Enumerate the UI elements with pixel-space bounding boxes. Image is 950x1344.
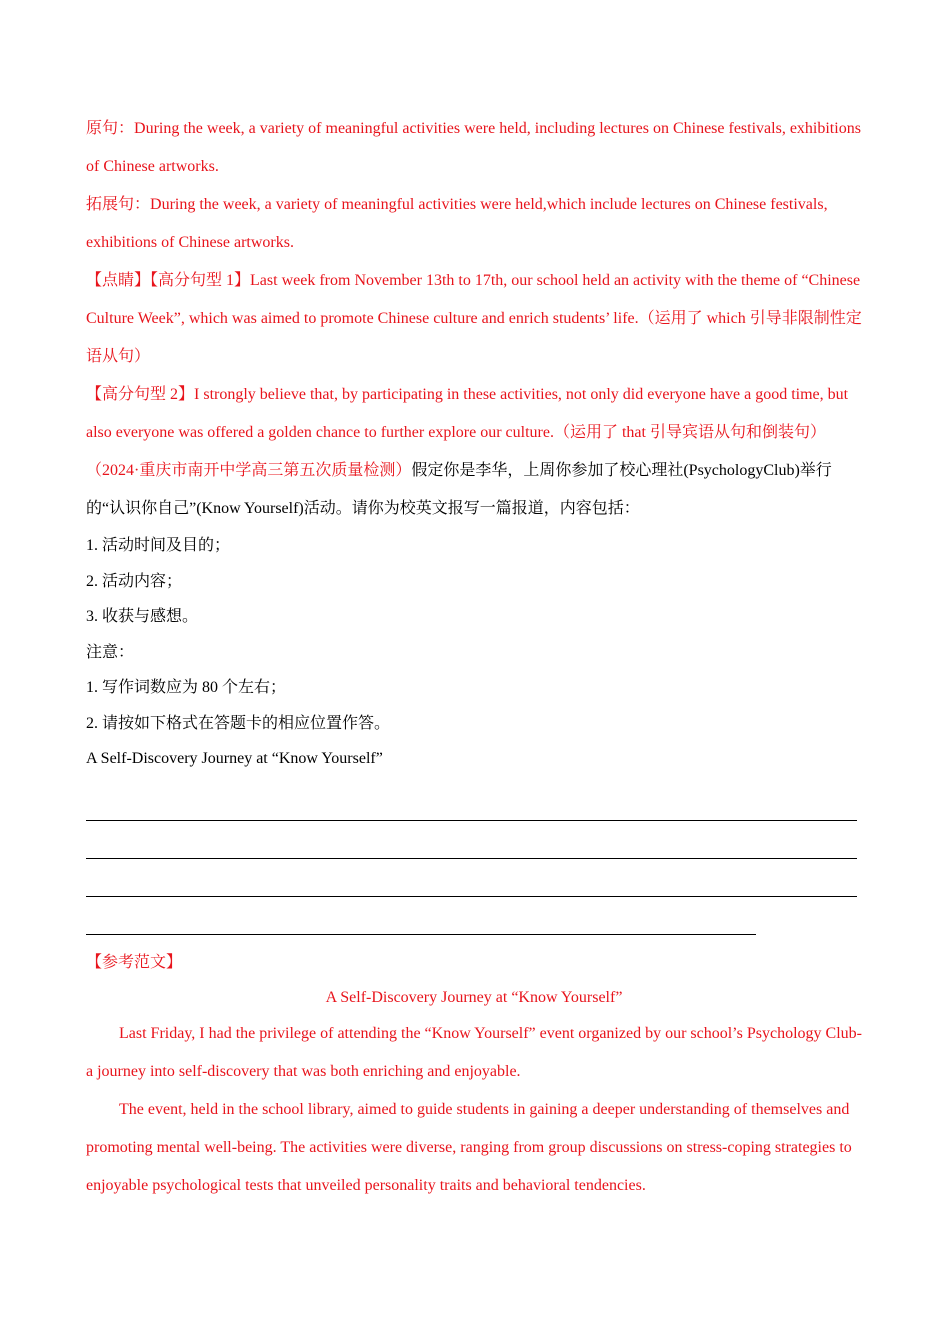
notes-label: 注意： xyxy=(86,643,135,661)
reference-label: 【参考范文】 xyxy=(86,953,183,971)
high-score-2-text: I strongly believe that, by participating in these activities, not only did everyone have a good time, but also everyone was offered a golden chance to further explore our culture. xyxy=(86,386,849,441)
reference-title: A Self-Discovery Journey at “Know Yourself” xyxy=(325,989,623,1006)
task-prompt-text: 假定你是李华，上周你参加了校心理社(PsychologyClub)举行的“认识你自己”(Know Yourself)活动。请你为校英文报写一篇报道，内容包括： xyxy=(86,462,832,517)
task-point-1: 1. 活动时间及目的； xyxy=(86,537,231,554)
task-point-3: 3. 收获与感想。 xyxy=(86,608,199,625)
reference-paragraph-1: Last Friday, I had the privilege of attending the “Know Yourself” event organized by our school’s Psychology Club-a journey into self-discovery that was both enriching and enjoyable. xyxy=(86,1025,862,1080)
task-point-2: 2. 活动内容； xyxy=(86,572,183,590)
original-sentence-text: During the week, a variety of meaningful activities were held, including lectures on Chinese festivals, exhibitions of Chinese artworks. xyxy=(86,120,861,175)
high-score-2-note: （运用了 that 引导宾语从句和倒装句） xyxy=(553,424,826,441)
answer-line xyxy=(86,897,756,935)
answer-line xyxy=(86,821,857,859)
high-score-sentence-2 xyxy=(86,376,862,452)
high-score-1-label: 【高分句型 1】 xyxy=(150,272,251,289)
answer-lines xyxy=(86,783,862,935)
task-source: （2024·重庆市南开中学高三第五次质量检测） xyxy=(86,462,412,479)
answer-line xyxy=(86,783,857,821)
reference-paragraph-2: The event, held in the school library, aimed to guide students in gaining a deeper understanding of themselves and promoting mental well-being. The activities were diverse, ranging from group discussions on stress-coping strategies to enjoyable psychological tests that unveiled personality traits and behavioral tendencies. xyxy=(86,1101,852,1194)
original-sentence xyxy=(86,110,862,186)
expanded-sentence-text: During the week, a variety of meaningful activities were held,which include lectures on Chinese festivals, exhibitions of Chinese artworks. xyxy=(86,196,828,251)
high-score-1-note: （运用了 which 引导非限制性定语从句） xyxy=(86,310,862,365)
high-score-2-label: 【高分句型 2】 xyxy=(86,386,195,403)
original-sentence-label: 原句： xyxy=(86,120,135,137)
commentary-tag: 【点睛】 xyxy=(86,272,151,289)
task-prompt xyxy=(86,452,862,528)
high-score-sentence-1 xyxy=(86,262,862,376)
note-2: 2. 请按如下格式在答题卡的相应位置作答。 xyxy=(86,714,391,732)
document-page xyxy=(86,110,862,1205)
answer-line xyxy=(86,859,857,897)
essay-title: A Self-Discovery Journey at “Know Yourself” xyxy=(86,750,383,767)
high-score-1-text: Last week from November 13th to 17th, our school held an activity with the theme of “Chinese Culture Week”, which was aimed to promote Chinese culture and enrich students’ life. xyxy=(86,272,861,327)
note-1: 1. 写作词数应为 80 个左右； xyxy=(86,679,287,696)
expanded-sentence-label: 拓展句： xyxy=(86,196,151,213)
expanded-sentence xyxy=(86,186,862,262)
